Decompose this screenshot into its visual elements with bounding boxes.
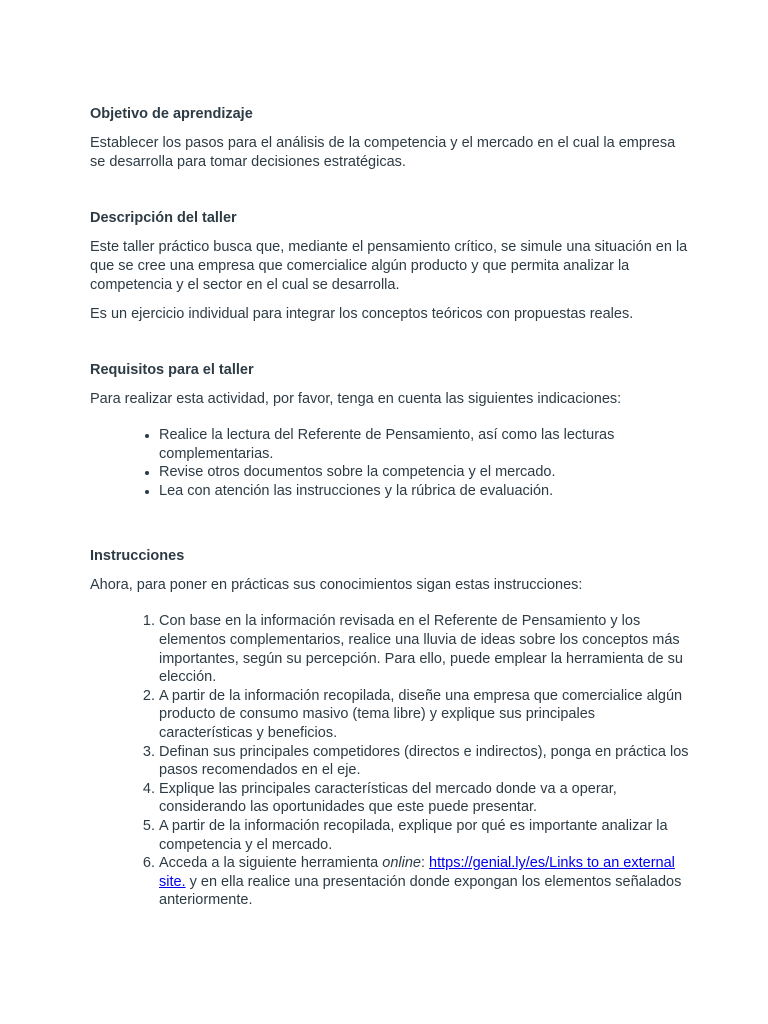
requisitos-heading: Requisitos para el taller [90, 362, 254, 378]
requisitos-list [90, 426, 690, 500]
instrucciones-heading: Instrucciones [90, 548, 185, 565]
descripcion-paragraph-1: Este taller práctico busca que, mediante el pensamiento crítico, se simule una situación en la que se cree una empresa que comercialice algún producto y que permita analizar la competencia y el sector en el cual se desarrolla. [90, 239, 688, 293]
requisitos-intro: Para realizar esta actividad, por favor, tenga en cuenta las siguientes indicaciones: [90, 391, 622, 407]
descripcion-paragraph-2: Es un ejercicio individual para integrar los conceptos teóricos con propuestas reales. [90, 306, 634, 322]
genially-link[interactable]: https://genial.ly/es/Links to an external site. [159, 855, 675, 890]
list-item: • Realice la lectura del Referente de Pensamiento, así como las lecturas complementarias. [159, 426, 690, 463]
objetivo-text: Establecer los pasos para el análisis de la competencia y el mercado en el cual la empresa se desarrolla para tomar decisiones estratégicas. [90, 135, 676, 170]
objetivo-heading: Objetivo de aprendizaje [90, 106, 253, 122]
tool-online-word: online [382, 855, 421, 872]
document-body [90, 104, 690, 910]
list-item: 5. A partir de la información recopilada, explique por qué es importante analizar la competencia y el mercado. [159, 817, 690, 854]
tool-suffix: y en ella realice una presentación donde expongan los elementos señalados anteriormente. [159, 873, 682, 909]
list-item: 3. Definan sus principales competidores (directos e indirectos), ponga en práctica los pasos recomendados en el eje. [159, 743, 690, 780]
list-item: 2. A partir de la información recopilada, diseñe una empresa que comercialice algún producto de consumo masivo (tema libre) y explique sus principales características y beneficios. [159, 687, 690, 743]
tool-colon: : [420, 855, 430, 872]
list-item-tool [159, 854, 690, 910]
instrucciones-list [90, 612, 690, 910]
descripcion-heading: Descripción del taller [90, 210, 237, 226]
list-item: • Lea con atención las instrucciones y la rúbrica de evaluación. [159, 482, 690, 501]
list-item: 1. Con base en la información revisada en el Referente de Pensamiento y los elementos complementarios, realice una lluvia de ideas sobre los conceptos más importantes, según su percepción. Para ello, puede emplear la herramienta de su elección. [159, 612, 690, 686]
list-item: 4. Explique las principales características del mercado donde va a operar, considerando las oportunidades que este puede presentar. [159, 780, 690, 817]
instrucciones-intro: Ahora, para poner en prácticas sus conocimientos sigan estas instrucciones: [90, 577, 583, 594]
tool-prefix: Acceda a la siguiente herramienta [159, 855, 383, 872]
list-item: • Revise otros documentos sobre la competencia y el mercado. [159, 463, 690, 482]
